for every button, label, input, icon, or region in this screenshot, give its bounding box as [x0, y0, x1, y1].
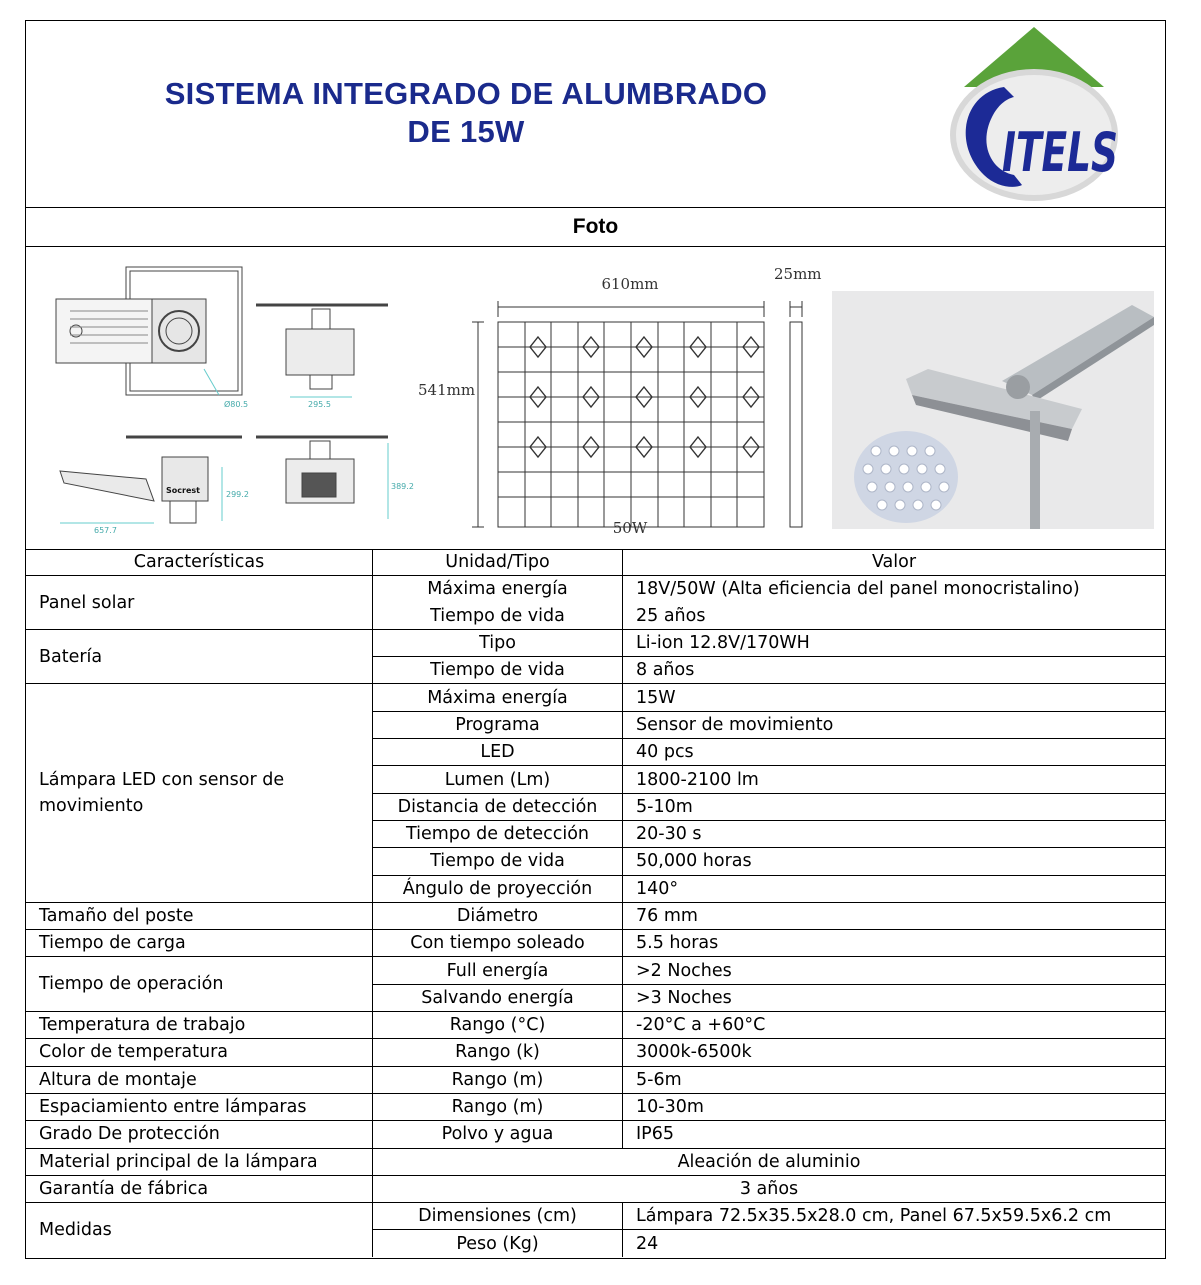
title-line-1: SISTEMA INTEGRADO DE ALUMBRADO	[164, 76, 768, 111]
header	[26, 21, 1165, 208]
unit-cell: Salvando energía	[373, 984, 623, 1011]
value-cell: 50,000 horas	[623, 848, 1166, 875]
unit-cell: Ángulo de proyección	[373, 875, 623, 902]
label-material: Material principal de la lámpara	[26, 1148, 373, 1175]
table-row	[26, 1175, 1165, 1202]
unit-cell: Rango (k)	[373, 1039, 623, 1066]
panel-depth-label: 25mm	[774, 265, 822, 283]
value-cell: -20°C a +60°C	[623, 1012, 1166, 1039]
value-cell: 40 pcs	[623, 739, 1166, 766]
unit-cell: Máxima energía	[373, 684, 623, 711]
table-row	[26, 1203, 1165, 1230]
label-operacion: Tiempo de operación	[26, 957, 373, 1012]
label-poste: Tamaño del poste	[26, 902, 373, 929]
unit-cell: Con tiempo soleado	[373, 930, 623, 957]
unit-cell: Tiempo de vida	[373, 603, 623, 630]
value-cell: 5.5 horas	[623, 930, 1166, 957]
value-cell: 25 años	[623, 603, 1166, 630]
dim-total-height: 389.2	[391, 482, 414, 491]
unit-cell: Tiempo de detección	[373, 820, 623, 847]
unit-cell: Rango (°C)	[373, 1012, 623, 1039]
table-row	[26, 902, 1165, 929]
label-espaciamiento: Espaciamiento entre lámparas	[26, 1093, 373, 1120]
table-row	[26, 1148, 1165, 1175]
value-cell: 18V/50W (Alta eficiencia del panel monocristalino)	[623, 576, 1166, 603]
table-header-row	[26, 549, 1165, 576]
product-photo	[832, 291, 1154, 529]
unit-cell: Peso (Kg)	[373, 1230, 623, 1257]
dim-diameter: Ø80.5	[224, 400, 249, 409]
panel-width-label: 610mm	[601, 275, 659, 293]
value-cell: >2 Noches	[623, 957, 1166, 984]
unit-cell: Diámetro	[373, 902, 623, 929]
header-unidad: Unidad/Tipo	[373, 549, 623, 576]
unit-cell: Tiempo de vida	[373, 657, 623, 684]
label-color-temp: Color de temperatura	[26, 1039, 373, 1066]
title-line-2: DE 15W	[407, 114, 525, 149]
table-row	[26, 629, 1165, 656]
unit-cell: Tipo	[373, 629, 623, 656]
unit-cell: LED	[373, 739, 623, 766]
label-bateria: Batería	[26, 629, 373, 684]
panel-power-label: 50W	[612, 519, 648, 537]
value-cell: 10-30m	[623, 1093, 1166, 1120]
value-cell: Li-ion 12.8V/170WH	[623, 629, 1166, 656]
spec-sheet	[25, 20, 1166, 1259]
value-cell: 5-6m	[623, 1066, 1166, 1093]
unit-cell: Dimensiones (cm)	[373, 1203, 623, 1230]
dim-length: 657.7	[94, 526, 117, 535]
panel-height-label: 541mm	[418, 381, 476, 399]
header-caracteristicas: Características	[26, 549, 373, 576]
value-cell: 3000k-6500k	[623, 1039, 1166, 1066]
solar-panel-drawing	[418, 267, 830, 537]
table-row	[26, 1039, 1165, 1066]
unit-cell: Rango (m)	[373, 1066, 623, 1093]
label-garantia: Garantía de fábrica	[26, 1175, 373, 1202]
table-row	[26, 684, 1165, 711]
table-row	[26, 930, 1165, 957]
value-cell: >3 Noches	[623, 984, 1166, 1011]
table-row	[26, 957, 1165, 984]
label-temperatura: Temperatura de trabajo	[26, 1012, 373, 1039]
logo-text: ITELS	[1002, 121, 1118, 184]
value-cell: Sensor de movimiento	[623, 711, 1166, 738]
spec-table	[26, 549, 1165, 1257]
table-row	[26, 1066, 1165, 1093]
unit-cell: Rango (m)	[373, 1093, 623, 1120]
foto-label: Foto	[26, 208, 1165, 247]
value-cell: Lámpara 72.5x35.5x28.0 cm, Panel 67.5x59.5x6.2 cm	[623, 1203, 1166, 1230]
table-row	[26, 1012, 1165, 1039]
lamp-brand: Socrest	[166, 486, 200, 495]
value-cell: 8 años	[623, 657, 1166, 684]
value-cell: 5-10m	[623, 793, 1166, 820]
label-medidas: Medidas	[26, 1203, 373, 1257]
value-cell: 76 mm	[623, 902, 1166, 929]
itels-logo	[944, 25, 1124, 205]
unit-cell: Programa	[373, 711, 623, 738]
unit-cell: Full energía	[373, 957, 623, 984]
value-cell: 3 años	[373, 1175, 1166, 1202]
table-row	[26, 576, 1165, 603]
value-cell: 20-30 s	[623, 820, 1166, 847]
unit-cell: Polvo y agua	[373, 1121, 623, 1148]
dim-height: 299.2	[226, 490, 249, 499]
label-altura: Altura de montaje	[26, 1066, 373, 1093]
dim-width: 295.5	[308, 400, 331, 409]
page-title	[86, 75, 846, 151]
label-proteccion: Grado De protección	[26, 1121, 373, 1148]
unit-cell: Tiempo de vida	[373, 848, 623, 875]
label-lampara: Lámpara LED con sensor de movimiento	[26, 684, 373, 902]
unit-cell: Distancia de detección	[373, 793, 623, 820]
value-cell: IP65	[623, 1121, 1166, 1148]
table-row	[26, 1093, 1165, 1120]
value-cell: 15W	[623, 684, 1166, 711]
header-valor: Valor	[623, 549, 1166, 576]
label-panel-solar: Panel solar	[26, 576, 373, 630]
label-carga: Tiempo de carga	[26, 930, 373, 957]
value-cell: 140°	[623, 875, 1166, 902]
value-cell: 24	[623, 1230, 1166, 1257]
lamp-technical-drawing	[54, 261, 414, 533]
unit-cell: Máxima energía	[373, 576, 623, 603]
value-cell: Aleación de aluminio	[373, 1148, 1166, 1175]
table-row	[26, 1121, 1165, 1148]
value-cell: 1800-2100 lm	[623, 766, 1166, 793]
photo-section	[26, 247, 1165, 550]
unit-cell: Lumen (Lm)	[373, 766, 623, 793]
